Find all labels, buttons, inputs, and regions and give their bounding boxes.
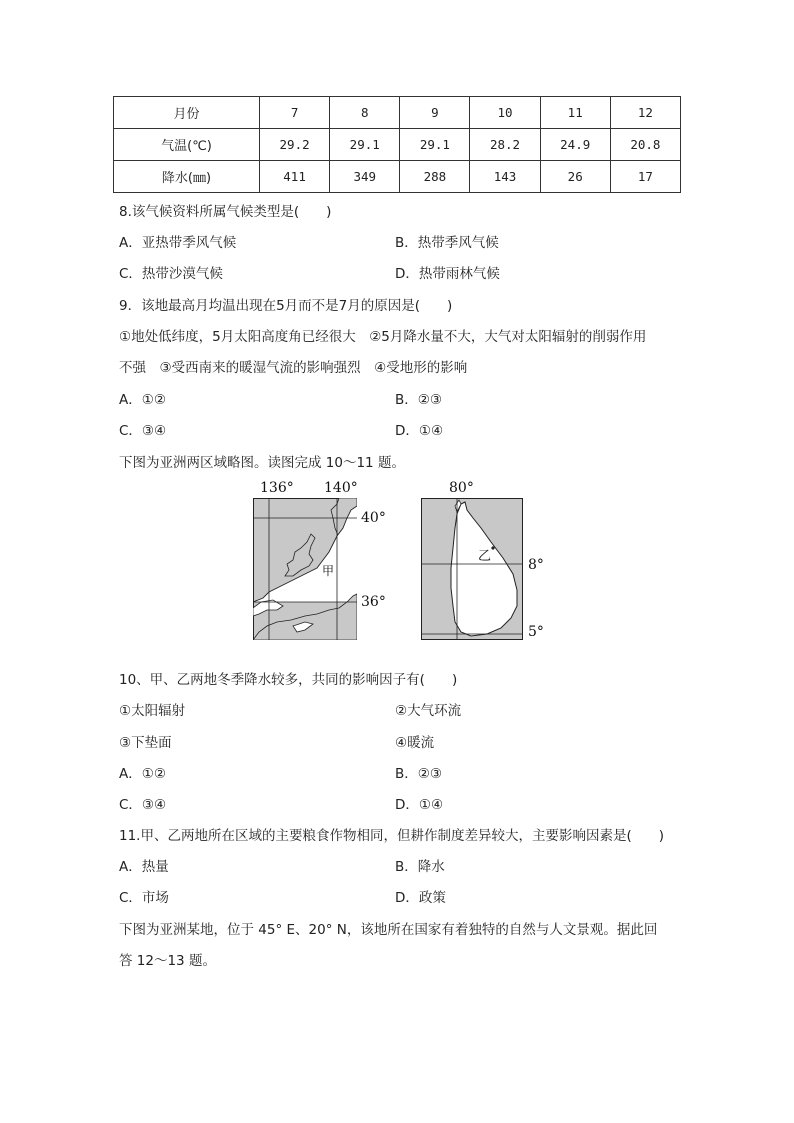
q9-choices-line1: ①地处低纬度，5月太阳高度角已经很大 ②5月降水量不大，大气对太阳辐射的削弱作用 (119, 329, 647, 345)
q10-choice-1: ①太阳辐射 (119, 703, 186, 719)
q9-option-d: D．①④ (395, 423, 444, 439)
table-cell: 9 (400, 97, 470, 129)
table-cell: 288 (400, 161, 470, 193)
map-jia (253, 498, 357, 640)
q10-choice-4: ④暖流 (395, 735, 435, 751)
q11-option-a: A．热量 (119, 859, 169, 875)
table-cell: 28.2 (470, 129, 540, 161)
q9-option-c: C．③④ (119, 423, 167, 439)
map-jia-lon-140: 140° (324, 480, 358, 496)
table-cell: 11 (540, 97, 610, 129)
q8-option-d: D．热带雨林气候 (395, 266, 500, 282)
table-cell: 411 (260, 161, 330, 193)
table-row (114, 161, 681, 193)
intro-q12-line1: 下图为亚洲某地，位于 45° E、20° N，该地所在国家有着独特的自然与人文景观。据此回 (119, 922, 658, 938)
q9-stem: 9．该地最高月均温出现在5月而不是7月的原因是( ) (119, 298, 453, 314)
q9-option-b: B．②③ (395, 392, 442, 408)
map-yi-lat-8: 8° (528, 557, 544, 573)
table-header-month: 月份 (114, 97, 260, 129)
table-cell: 29.1 (400, 129, 470, 161)
climate-table (113, 96, 681, 193)
q10-choice-3: ③下垫面 (119, 735, 172, 751)
intro-maps: 下图为亚洲两区域略图。读图完成 10～11 题。 (119, 455, 405, 471)
q8-stem: 8.该气候资料所属气候类型是( ) (119, 204, 332, 220)
table-row (114, 129, 681, 161)
map-yi-lat-5: 5° (528, 624, 544, 640)
map-yi-lon-80: 80° (449, 480, 474, 496)
map-jia-place-label: 甲 (322, 564, 335, 578)
q10-option-b: B．②③ (395, 766, 442, 782)
intro-q12-line2: 答 12～13 题。 (119, 953, 216, 969)
table-cell: 24.9 (540, 129, 610, 161)
table-cell: 26 (540, 161, 610, 193)
q11-option-d: D．政策 (395, 890, 446, 906)
table-header-temp: 气温(℃) (114, 129, 260, 161)
q9-option-a: A．①② (119, 392, 166, 408)
table-cell: 7 (260, 97, 330, 129)
map-jia-svg (253, 498, 357, 640)
q8-option-c: C．热带沙漠气候 (119, 266, 223, 282)
map-jia-lat-40: 40° (361, 510, 386, 526)
table-cell: 17 (610, 161, 680, 193)
table-cell: 143 (470, 161, 540, 193)
q11-stem: 11.甲、乙两地所在区域的主要粮食作物相同，但耕作制度差异较大，主要影响因素是( ) (119, 828, 665, 844)
table-cell: 10 (470, 97, 540, 129)
table-row (114, 97, 681, 129)
table-cell: 20.8 (610, 129, 680, 161)
map-yi (421, 498, 523, 640)
q11-option-b: B．降水 (395, 859, 445, 875)
q9-choices-line2: 不强 ③受西南来的暖湿气流的影响强烈 ④受地形的影响 (119, 360, 468, 376)
table-cell: 8 (330, 97, 400, 129)
map-yi-svg (421, 498, 523, 640)
map-yi-place-label: 乙 (478, 549, 492, 564)
table-cell: 29.2 (260, 129, 330, 161)
q10-option-d: D．①④ (395, 797, 444, 813)
q10-option-a: A．①② (119, 766, 166, 782)
q8-option-a: A．亚热带季风气候 (119, 235, 237, 251)
q11-option-c: C．市场 (119, 890, 169, 906)
table-cell: 29.1 (330, 129, 400, 161)
table-cell: 349 (330, 161, 400, 193)
table-cell: 12 (610, 97, 680, 129)
map-jia-lat-36: 36° (361, 594, 386, 610)
q10-stem: 10、甲、乙两地冬季降水较多，共同的影响因子有( ) (119, 672, 458, 688)
map-jia-lon-136: 136° (260, 480, 294, 496)
q8-option-b: B．热带季风气候 (395, 235, 499, 251)
q10-option-c: C．③④ (119, 797, 167, 813)
table-header-precip: 降水(㎜) (114, 161, 260, 193)
q10-choice-2: ②大气环流 (395, 703, 462, 719)
